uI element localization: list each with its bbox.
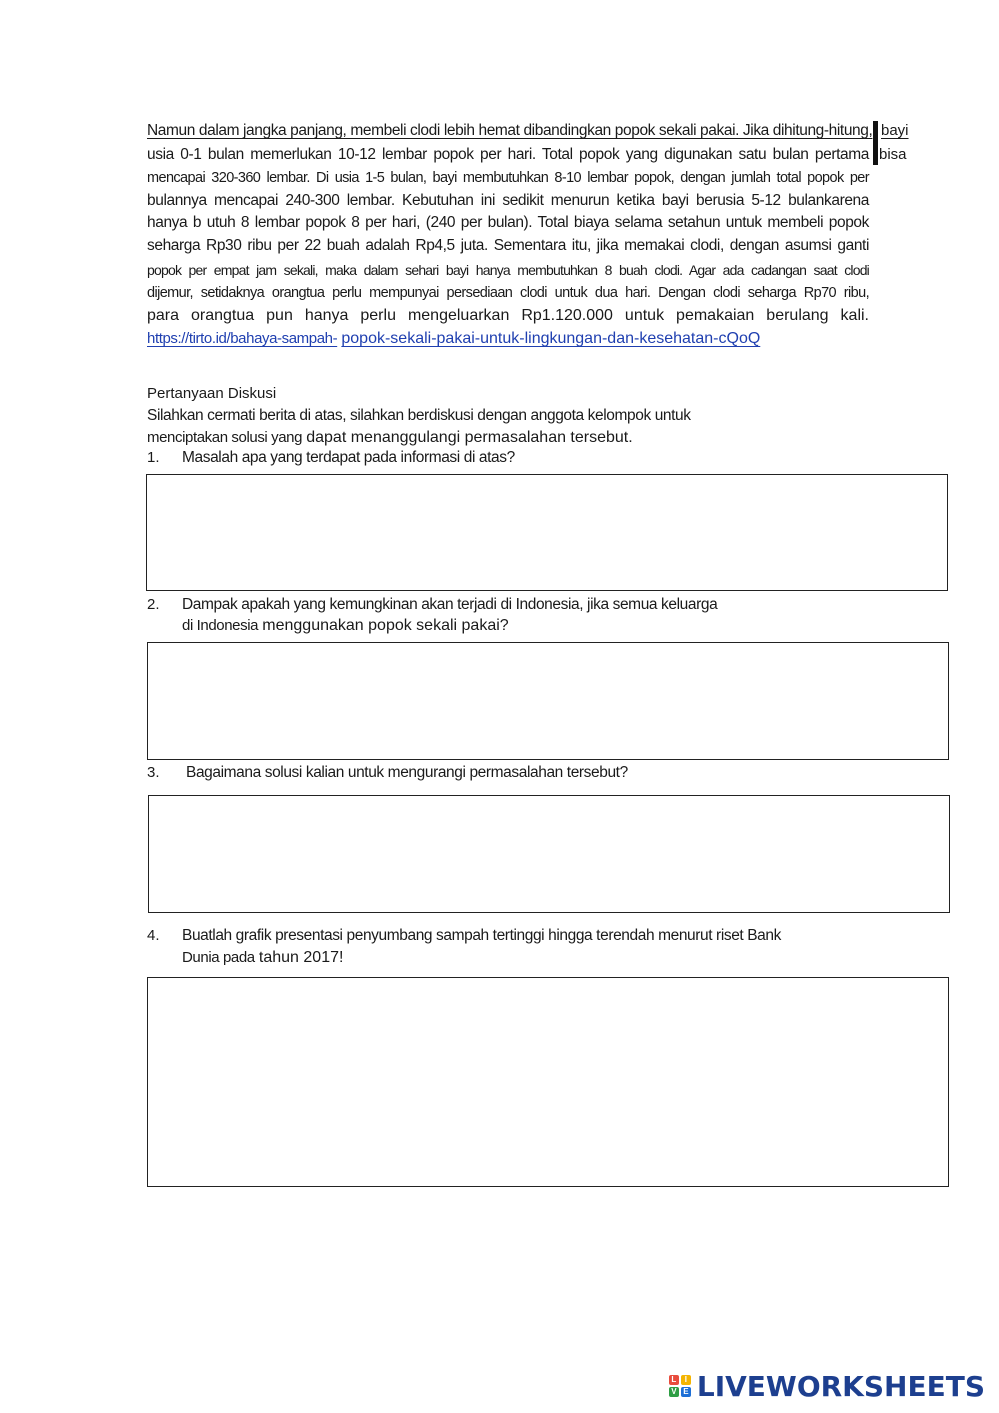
- question-4-text-line1: Buatlah grafik presentasi penyumbang sampah tertinggi hingga terendah menurut riset Bank: [182, 927, 781, 944]
- question-1-number: 1.: [147, 449, 160, 466]
- logo-text: LIVEWORKSHEETS: [696, 1369, 985, 1403]
- article-line-3: mencapai 320-360 lembar. Di usia 1-5 bulan, bayi membutuhkan 8-10 lembar popok, dengan jumlah total popok per: [147, 170, 869, 186]
- question-4-number: 4.: [147, 927, 160, 944]
- source-link-part1[interactable]: https://tirto.id/bahaya-sampah-: [147, 330, 338, 347]
- article-line-5: hanya b utuh 8 lembar popok 8 per hari, (240 per bulan). Total biaya selama setahun untuk membeli popok: [147, 214, 869, 231]
- question-1-text: Masalah apa yang terdapat pada informasi di atas?: [182, 449, 515, 466]
- answer-box-4[interactable]: [147, 977, 949, 1187]
- article-line-9: para orangtua pun hanya perlu mengeluarkan Rp1.120.000 untuk pemakaian berulang kali.: [147, 307, 869, 324]
- answer-box-1[interactable]: [146, 474, 948, 591]
- question-2-text-line2: [182, 616, 509, 636]
- answer-box-3[interactable]: [148, 795, 950, 913]
- article-line-8: dijemur, setidaknya orangtua perlu mempunyai persediaan clodi untuk dua hari. Dengan clodi seharga Rp70 ribu,: [147, 285, 869, 301]
- logo-blocks-icon: [669, 1375, 691, 1397]
- article-source-link[interactable]: [147, 329, 760, 349]
- logo-block-i: I: [681, 1375, 691, 1385]
- question-4-text-line2b: tahun 2017!: [258, 949, 344, 966]
- side-word-bayi: bayi: [881, 122, 909, 139]
- article-line-2: usia 0-1 bulan memerlukan 10-12 lembar popok per hari. Total popok yang digunakan satu bulan pertama: [147, 146, 869, 163]
- article-line-1: Namun dalam jangka panjang, membeli clodi lebih hemat dibandingkan popok sekali pakai. Jika dihitung-hitung,: [147, 122, 873, 139]
- question-3-number: 3.: [147, 764, 160, 781]
- question-2-text-line2b: menggunakan popok sekali pakai?: [262, 617, 509, 634]
- discussion-intro-line2a: menciptakan solusi yang: [147, 429, 303, 446]
- side-word-bisa: bisa: [879, 146, 907, 163]
- liveworksheets-logo: [669, 1369, 985, 1403]
- discussion-intro-line2: [147, 428, 633, 448]
- article-line-6: seharga Rp30 ribu per 22 buah adalah Rp4,5 juta. Sementara itu, jika memakai clodi, dengan asumsi ganti: [147, 237, 869, 254]
- question-3-text: Bagaimana solusi kalian untuk mengurangi permasalahan tersebut?: [186, 764, 628, 781]
- discussion-intro-line1: Silahkan cermati berita di atas, silahkan berdiskusi dengan anggota kelompok untuk: [147, 407, 691, 424]
- question-4-text-line2a: Dunia pada: [182, 949, 255, 966]
- margin-marker-1: [873, 121, 878, 145]
- article-line-4: bulannya mencapai 240-300 lembar. Kebutuhan ini sedikit menurun ketika bayi berusia 5-12 bulankarena: [147, 192, 869, 209]
- logo-block-l: L: [669, 1375, 679, 1385]
- question-2-text-line1: Dampak apakah yang kemungkinan akan terjadi di Indonesia, jika semua keluarga: [182, 596, 718, 613]
- question-2-text-line2a: di Indonesia: [182, 617, 259, 634]
- logo-block-v: V: [669, 1387, 679, 1397]
- discussion-intro-line2b: dapat menanggulangi permasalahan tersebut.: [306, 429, 633, 446]
- article-line-7: popok per empat jam sekali, maka dalam sehari bayi hanya membutuhkan 8 buah clodi. Agar ada cadangan saat clodi: [147, 262, 869, 278]
- source-link-part2[interactable]: popok-sekali-pakai-untuk-lingkungan-dan-kesehatan-cQoQ: [341, 330, 761, 347]
- margin-marker-2: [873, 145, 878, 165]
- discussion-heading: Pertanyaan Diskusi: [147, 385, 277, 402]
- question-2-number: 2.: [147, 596, 160, 613]
- answer-box-2[interactable]: [147, 642, 949, 760]
- question-4-text-line2: [182, 948, 343, 968]
- logo-block-e: E: [681, 1387, 691, 1397]
